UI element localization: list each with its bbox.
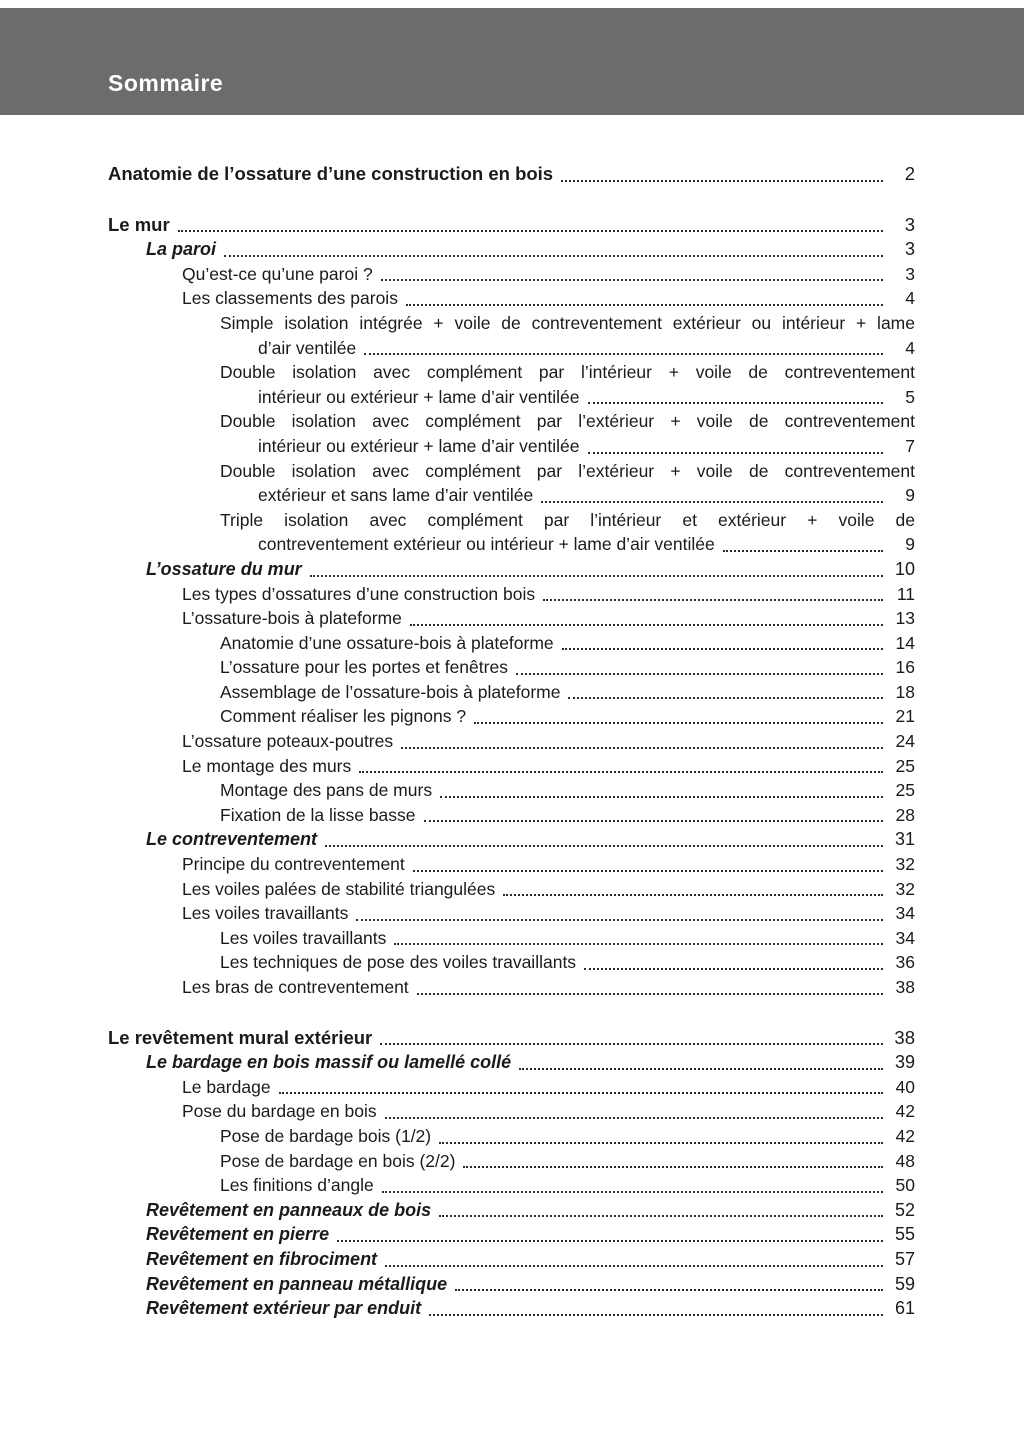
page-title: Sommaire (108, 70, 224, 96)
dot-leader (503, 894, 883, 896)
toc-entry-label: Montage des pans de murs (220, 780, 433, 801)
toc-entry-line-1[interactable]: Double isolation avec complément par l’extérieur + voile de contreventement (220, 460, 915, 481)
toc-entry[interactable] (108, 1124, 915, 1149)
dot-leader (381, 279, 883, 281)
toc-entry-line-1[interactable]: Double isolation avec complément par l’extérieur + voile de contreventement (220, 411, 915, 432)
toc-entry-label: L’ossature pour les portes et fenêtres (220, 657, 508, 678)
dot-leader (279, 1092, 883, 1094)
dot-leader (410, 624, 883, 626)
toc-entry-line-2[interactable] (108, 434, 915, 459)
toc-entry-label: L’ossature du mur (146, 558, 302, 579)
toc-entry-line-1[interactable]: Double isolation avec complément par l’intérieur + voile de contreventement (220, 362, 915, 383)
dot-leader (584, 968, 883, 970)
toc-entry-line-1[interactable]: Simple isolation intégrée + voile de contreventement extérieur ou intérieur + lame (220, 312, 915, 333)
toc-entry[interactable] (108, 606, 915, 631)
toc-entry[interactable] (108, 1050, 915, 1075)
toc-entry-page: 61 (894, 1298, 915, 1319)
toc-entry-page: 3 (905, 263, 915, 284)
toc-entry[interactable] (108, 1026, 915, 1051)
dot-leader (723, 550, 883, 552)
dot-leader (519, 1068, 883, 1070)
toc-entry-label: Les voiles palées de stabilité triangulées (182, 878, 496, 899)
toc-entry-page: 48 (895, 1150, 915, 1171)
toc-entry-page: 42 (895, 1101, 915, 1122)
toc-entry[interactable] (108, 803, 915, 828)
dot-leader (543, 599, 883, 601)
toc-entry-page: 52 (894, 1199, 915, 1220)
toc-entry[interactable] (108, 729, 915, 754)
toc-entry-label: Revêtement en fibrociment (146, 1248, 378, 1269)
dot-leader (417, 993, 883, 995)
toc-entry-page: 9 (905, 534, 915, 555)
dot-leader (440, 796, 883, 798)
toc-entry-label: Les techniques de pose des voiles travaillants (220, 952, 577, 973)
toc-entry-page: 38 (894, 1026, 915, 1048)
dot-leader (325, 845, 883, 847)
dot-leader (413, 870, 883, 872)
toc-entry[interactable] (108, 778, 915, 803)
toc-entry-page: 3 (904, 213, 915, 235)
toc-entry[interactable] (108, 926, 915, 951)
dot-leader (424, 820, 883, 822)
dot-leader (337, 1240, 883, 1242)
toc-entry-label: Les finitions d’angle (220, 1175, 374, 1196)
toc-entry-label: d’air ventilée (258, 337, 357, 358)
toc-entry-page: 11 (896, 583, 915, 604)
toc-entry[interactable] (108, 631, 915, 656)
toc-entry[interactable] (108, 286, 915, 311)
toc-entry-page: 55 (894, 1224, 915, 1245)
toc-entry-label: Le bardage (182, 1076, 271, 1097)
toc-entry-label: Pose de bardage bois (1/2) (220, 1125, 432, 1146)
toc-entry-label: Anatomie d’une ossature-bois à plateforme (220, 632, 554, 653)
toc-entry[interactable] (108, 754, 915, 779)
dot-leader (359, 771, 883, 773)
toc-entry-label: Le montage des murs (182, 755, 352, 776)
toc-entry-label: L’ossature-bois à plateforme (182, 608, 402, 629)
dot-leader (310, 575, 883, 577)
toc-entry[interactable] (108, 950, 915, 975)
dot-leader (401, 747, 883, 749)
toc-entry-label: Qu’est-ce qu’une paroi ? (182, 263, 373, 284)
toc-entry-label: Les voiles travaillants (182, 903, 349, 924)
toc-entry-page: 31 (894, 829, 915, 850)
toc-entry-label: Les bras de contreventement (182, 977, 409, 997)
toc-entry-label: Les classements des parois (182, 288, 398, 309)
toc-entry-label: Assemblage de l’ossature-bois à plateforme (220, 681, 561, 702)
toc-entry-line-2[interactable] (108, 483, 915, 508)
toc-entry-label: Revêtement en panneaux de bois (146, 1199, 432, 1220)
toc-entry[interactable] (108, 1173, 915, 1198)
dot-leader (562, 648, 883, 650)
dot-leader (588, 402, 884, 404)
toc-entry[interactable] (108, 901, 915, 926)
toc-entry-page: 24 (895, 731, 915, 752)
toc-entry-page: 18 (895, 681, 915, 702)
toc-entry[interactable] (108, 704, 915, 729)
dot-leader (356, 919, 883, 921)
header-band (0, 8, 1024, 115)
dot-leader (406, 304, 883, 306)
dot-leader (178, 230, 883, 232)
dot-leader (474, 722, 883, 724)
toc-entry-label: Les types d’ossatures d’une construction bois (182, 583, 536, 604)
toc-entry-label: Fixation de la lisse basse (220, 804, 416, 825)
toc-entry-page: 42 (895, 1125, 915, 1146)
dot-leader (439, 1215, 883, 1217)
dot-leader (516, 673, 883, 675)
toc-entry-label: contreventement extérieur ou intérieur + lame d’air ventilée (258, 534, 715, 555)
toc-entry-page: 13 (895, 608, 915, 629)
toc-entry[interactable] (108, 680, 915, 705)
toc-entry-page: 16 (895, 657, 915, 678)
toc-entry-label: Le revêtement mural extérieur (108, 1026, 373, 1048)
toc-entry-page: 39 (894, 1052, 915, 1073)
toc-entry-page: 32 (895, 878, 915, 899)
toc-entry-label: Anatomie de l’ossature d’une construction en bois (108, 163, 554, 184)
toc-entry[interactable] (108, 1247, 915, 1272)
toc-entry-page: 3 (904, 239, 915, 260)
dot-leader (380, 1043, 883, 1045)
toc-entry[interactable] (108, 1075, 915, 1100)
toc-entry[interactable] (108, 1296, 915, 1321)
toc-entry[interactable] (108, 237, 915, 262)
dot-leader (385, 1117, 883, 1119)
dot-leader (382, 1191, 883, 1193)
toc-entry[interactable] (108, 655, 915, 680)
toc-entry[interactable] (108, 582, 915, 607)
dot-leader (439, 1142, 883, 1144)
toc-entry-label: Le mur (108, 213, 170, 235)
toc-entry-page: 34 (895, 927, 915, 948)
toc-entry-label: intérieur ou extérieur + lame d’air ventilée (258, 435, 580, 456)
toc-entry-page: 28 (895, 804, 915, 825)
toc-entry-line-2[interactable] (108, 532, 915, 557)
toc-entry-page: 4 (905, 288, 915, 309)
toc-entry-label: extérieur et sans lame d’air ventilée (258, 485, 534, 506)
toc-entry-label: Pose de bardage en bois (2/2) (220, 1150, 456, 1171)
toc-entry-line-1[interactable]: Triple isolation avec complément par l’intérieur et extérieur + voile de (220, 509, 915, 530)
toc-entry-label: Le bardage en bois massif ou lamellé collé (146, 1052, 512, 1073)
toc-entry-page: 25 (895, 755, 915, 776)
toc-entry-page: 50 (895, 1175, 915, 1196)
toc-entry-label: Pose du bardage en bois (182, 1101, 377, 1122)
toc-entry[interactable] (108, 1099, 915, 1124)
toc-entry-page: 5 (905, 386, 915, 407)
toc-entry-page: 2 (904, 163, 915, 184)
toc-entry[interactable] (108, 162, 915, 187)
toc-entry-label: Principe du contreventement (182, 854, 405, 875)
toc-entry-page: 36 (895, 952, 915, 973)
toc-entry[interactable] (108, 827, 915, 852)
toc-entry-page: 4 (905, 337, 915, 358)
toc-entry-page: 9 (905, 485, 915, 506)
toc-entry-line-2[interactable] (108, 336, 915, 361)
toc-entry[interactable] (108, 1149, 915, 1174)
toc-entry-page: 25 (895, 780, 915, 801)
toc-entry[interactable] (108, 557, 915, 582)
toc-entry-page: 7 (905, 435, 915, 456)
dot-leader (385, 1265, 883, 1267)
toc-entry-label: Comment réaliser les pignons ? (220, 706, 467, 727)
toc-entry-label: La paroi (146, 239, 217, 260)
toc-entry-page: 38 (895, 977, 915, 997)
toc-list (108, 162, 915, 1321)
toc-entry[interactable] (108, 877, 915, 902)
toc-entry-line-2[interactable] (108, 385, 915, 410)
dot-leader (429, 1314, 883, 1316)
toc-entry[interactable] (108, 262, 915, 287)
toc-entry-page: 32 (895, 854, 915, 875)
toc-entry[interactable] (108, 213, 915, 238)
toc-entry[interactable] (108, 852, 915, 877)
toc-entry[interactable] (108, 1222, 915, 1247)
dot-leader (561, 180, 883, 182)
toc-entry-page: 34 (895, 903, 915, 924)
toc-entry-page: 21 (895, 706, 915, 727)
dot-leader (224, 255, 883, 257)
toc-entry-label: Le contreventement (146, 829, 318, 850)
toc-entry-label: Revêtement extérieur par enduit (146, 1298, 422, 1319)
toc-entry[interactable] (108, 975, 915, 1000)
dot-leader (394, 943, 883, 945)
dot-leader (455, 1289, 883, 1291)
toc-entry-label: Revêtement en panneau métallique (146, 1273, 448, 1294)
dot-leader (364, 353, 883, 355)
toc-entry-page: 14 (895, 632, 915, 653)
toc-entry-label: Revêtement en pierre (146, 1224, 330, 1245)
toc-entry-page: 59 (894, 1273, 915, 1294)
dot-leader (588, 452, 884, 454)
toc-entry[interactable] (108, 1272, 915, 1297)
toc-entry[interactable] (108, 1198, 915, 1223)
toc-entry-page: 10 (894, 558, 915, 579)
dot-leader (568, 697, 883, 699)
toc-entry-page: 40 (895, 1076, 915, 1097)
toc-entry-label: L’ossature poteaux-poutres (182, 731, 394, 752)
toc-entry-label: intérieur ou extérieur + lame d’air ventilée (258, 386, 580, 407)
toc-entry-label: Les voiles travaillants (220, 927, 387, 948)
dot-leader (463, 1166, 883, 1168)
dot-leader (541, 501, 883, 503)
toc-entry-page: 57 (894, 1248, 915, 1269)
